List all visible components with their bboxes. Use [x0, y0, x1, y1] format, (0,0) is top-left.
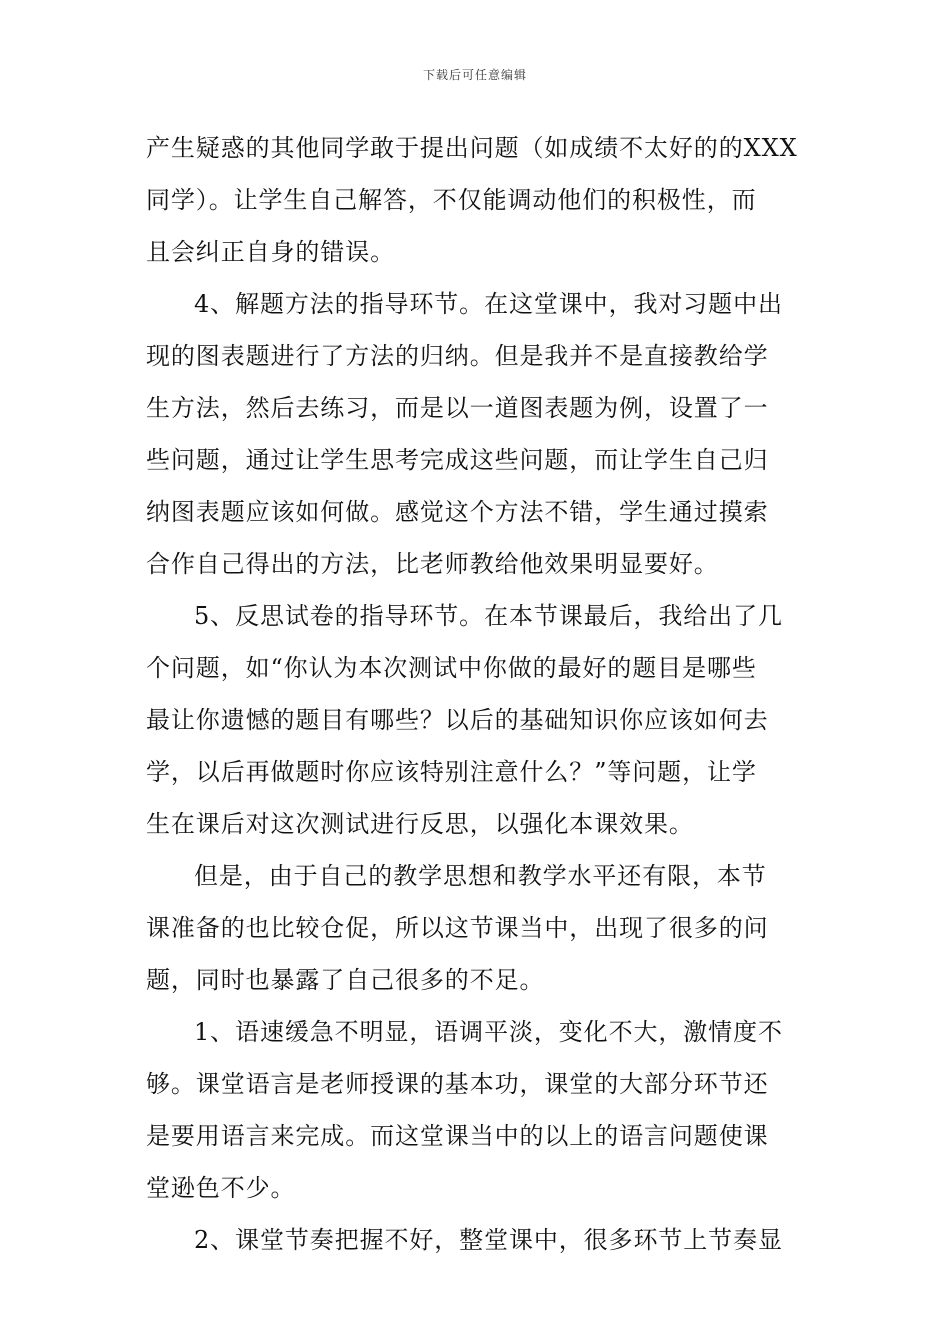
text-line: 够。课堂语言是老师授课的基本功，课堂的大部分环节还	[146, 1070, 769, 1098]
text-line: 同学）。让学生自己解答，不仅能调动他们的积极性，而	[146, 186, 757, 214]
paragraph-start-line: 1、语速缓急不明显，语调平淡，变化不大，激情度不	[194, 1018, 783, 1046]
document-body	[146, 128, 810, 1272]
paragraph-start-line: 4、解题方法的指导环节。在这堂课中，我对习题中出	[194, 290, 783, 318]
text-line: 产生疑惑的其他同学敢于提出问题（如成绩不太好的的XXX	[146, 134, 798, 162]
text-line: 题，同时也暴露了自己很多的不足。	[146, 966, 545, 994]
paragraph-start-line: 5、反思试卷的指导环节。在本节课最后，我给出了几	[194, 602, 783, 630]
paragraph-start-line: 但是，由于自己的教学思想和教学水平还有限，本节	[194, 862, 767, 890]
text-line: 些问题，通过让学生思考完成这些问题，而让学生自己归	[146, 446, 769, 474]
text-line: 生方法，然后去练习，而是以一道图表题为例，设置了一	[146, 394, 769, 422]
paragraph-start-line: 2、课堂节奏把握不好，整堂课中，很多环节上节奏显	[194, 1226, 783, 1254]
text-line: 合作自己得出的方法，比老师教给他效果明显要好。	[146, 550, 719, 578]
text-line: 堂逊色不少。	[146, 1174, 296, 1202]
text-line: 且会纠正自身的错误。	[146, 238, 395, 266]
text-line: 学，以后再做题时你应该特别注意什么？”等问题，让学	[146, 758, 757, 786]
text-line: 生在课后对这次测试进行反思，以强化本课效果。	[146, 810, 694, 838]
text-line: 个问题，如“你认为本次测试中你做的最好的题目是哪些	[146, 654, 757, 682]
text-line: 课准备的也比较仓促，所以这节课当中，出现了很多的问	[146, 914, 769, 942]
text-line: 是要用语言来完成。而这堂课当中的以上的语言问题使课	[146, 1122, 769, 1150]
page-header: 下载后可任意编辑	[422, 68, 527, 82]
text-line: 纳图表题应该如何做。感觉这个方法不错，学生通过摸索	[146, 498, 769, 526]
text-line: 现的图表题进行了方法的归纳。但是我并不是直接教给学	[146, 342, 769, 370]
text-line: 最让你遗憾的题目有哪些？以后的基础知识你应该如何去	[146, 706, 769, 734]
